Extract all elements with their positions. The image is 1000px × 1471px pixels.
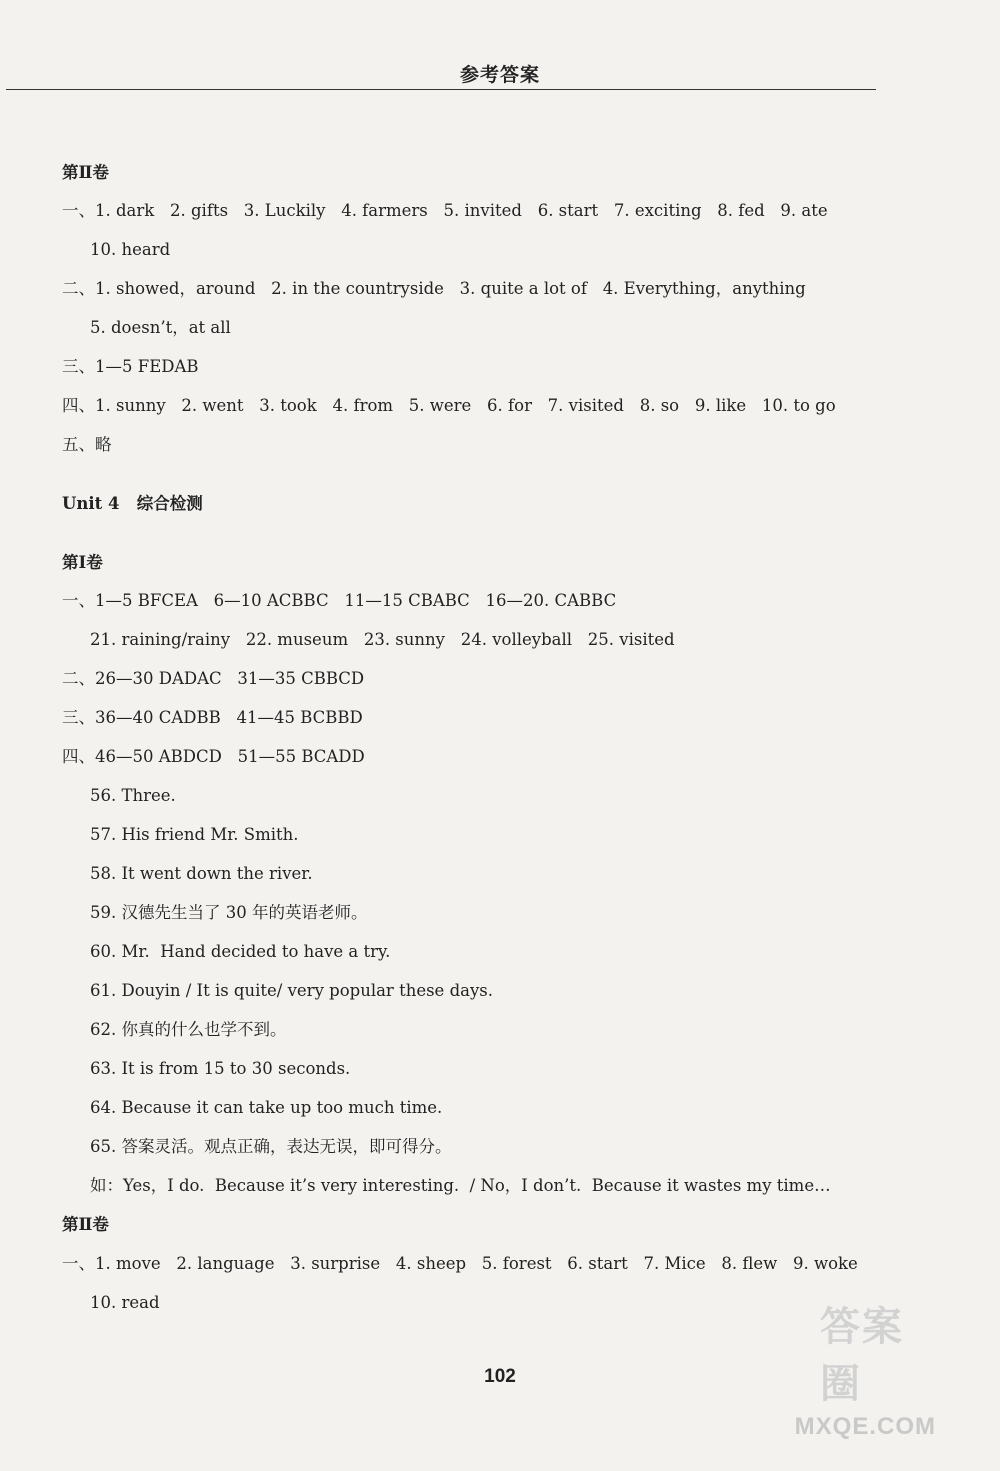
section-heading: 第Ⅱ卷	[62, 163, 109, 182]
answer-line: 64. Because it can take up too much time.	[90, 1098, 443, 1117]
answer-line: 四、46—50 ABDCD 51—55 BCADD	[62, 747, 365, 766]
answer-line: 61. Douyin / It is quite/ very popular these days.	[90, 981, 494, 1000]
watermark-text-top: 答案圈	[820, 1304, 904, 1407]
answer-line: 56. Three.	[90, 786, 176, 805]
answer-line: 如：Yes，I do. Because it’s very interesting. / No，I don’t. Because it wastes my time…	[90, 1176, 831, 1195]
answer-line: 一、1. dark 2. gifts 3. Luckily 4. farmers 5. invited 6. start 7. exciting 8. fed 9. ate	[62, 201, 828, 220]
answer-line: 三、1—5 FEDAB	[62, 357, 199, 376]
answer-line: 60. Mr. Hand decided to have a try.	[90, 942, 391, 961]
answer-line: 三、36—40 CADBB 41—45 BCBBD	[62, 708, 363, 727]
answer-line: 四、1. sunny 2. went 3. took 4. from 5. were 6. for 7. visited 8. so 9. like 10. to go	[62, 396, 836, 415]
answer-line: 59. 汉德先生当了 30 年的英语老师。	[90, 903, 368, 922]
answer-line: 62. 你真的什么也学不到。	[90, 1020, 287, 1039]
watermark-text-bottom: MXQE.COM	[794, 1413, 936, 1440]
answer-line: 63. It is from 15 to 30 seconds.	[90, 1059, 351, 1078]
section-heading: 第Ⅱ卷	[62, 1215, 109, 1234]
answer-line: 57. His friend Mr. Smith.	[90, 825, 299, 844]
answer-line: 五、略	[62, 435, 112, 454]
answer-line: 二、1. showed，around 2. in the countryside 3. quite a lot of 4. Everything，anything	[62, 279, 806, 298]
section-heading: 第Ⅰ卷	[62, 553, 103, 572]
answer-line: 10. read	[90, 1293, 160, 1312]
answer-line: 65. 答案灵活。观点正确，表达无误，即可得分。	[90, 1137, 452, 1156]
page-number: 102	[484, 1366, 516, 1387]
watermark-logo	[794, 1304, 970, 1459]
answer-line: 一、1—5 BFCEA 6—10 ACBBC 11—15 CBABC 16—20. CABBC	[62, 591, 617, 610]
answer-line: 21. raining/rainy 22. museum 23. sunny 24. volleyball 25. visited	[90, 630, 675, 649]
answer-line: 10. heard	[90, 240, 171, 259]
answer-line: 二、26—30 DADAC 31—35 CBBCD	[62, 669, 365, 688]
answer-line: 58. It went down the river.	[90, 864, 313, 883]
section-heading: Unit 4 综合检测	[62, 494, 203, 513]
page-header-title: 参考答案	[459, 64, 540, 86]
header-divider	[6, 89, 876, 90]
answer-line: 一、1. move 2. language 3. surprise 4. sheep 5. forest 6. start 7. Mice 8. flew 9. woke	[62, 1254, 858, 1273]
answer-line: 5. doesn’t，at all	[90, 318, 231, 337]
